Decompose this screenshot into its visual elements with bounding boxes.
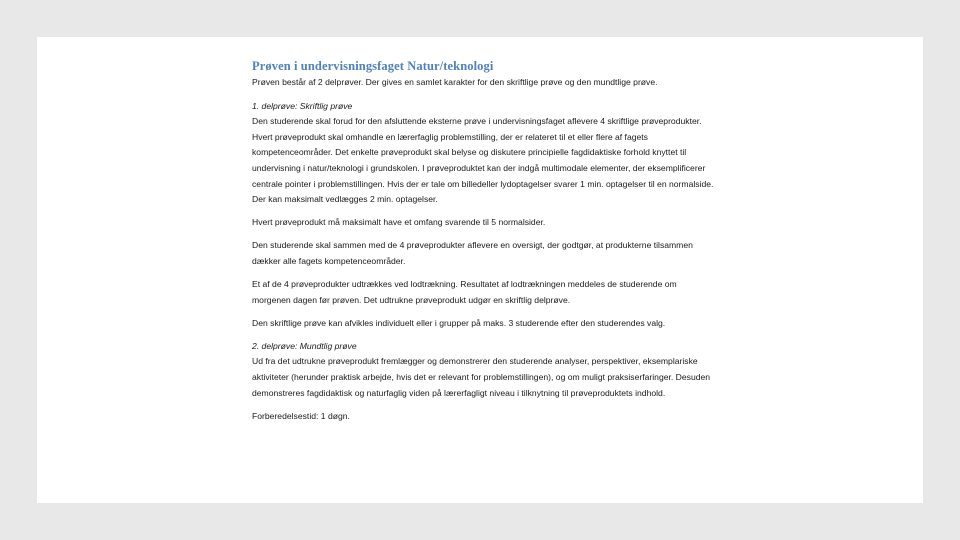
section2-paragraph-2: Forberedelsestid: 1 døgn. <box>252 410 350 421</box>
section1-paragraph-4: Et af de 4 prøveprodukter udtrækkes ved lodtrækning. Resultatet af lodtrækningen meddeles de studerende om morgenen dagen før prøven. Det udtrukne prøveprodukt udgør en skriftlig delprøve. <box>252 279 677 305</box>
section1-paragraph-1: Den studerende skal forud for den afsluttende eksterne prøve i undervisningsfaget aflevere 4 skriftlige prøveprodukter. Hvert prøveprodukt skal omhandle en lærerfaglig problemstilling, der er relateret til et eller flere af fagets kompetenceområder. Det enkelte prøveprodukt skal belyse og diskutere principielle fagdidaktiske forhold knyttet til undervisning i natur/teknologi i grundskolen. I prøveproduktet kan der indgå multimodale elementer, der eksemplificerer centrale pointer i problemstillingen. Hvis der er tale om billedeller lydoptagelser svarer 1 min. optagelser til en normalside. Der kan maksimalt vedlægges 2 min. optagelser. <box>252 116 714 205</box>
section1-paragraph-2: Hvert prøveprodukt må maksimalt have et omfang svarende til 5 normalsider. <box>252 217 546 228</box>
document-page <box>252 59 714 432</box>
section1-paragraph-3: Den studerende skal sammen med de 4 prøveprodukter aflevere en oversigt, der godtgør, at produkterne tilsammen dækker alle fagets kompetenceområder. <box>252 240 693 266</box>
section1-heading: 1. delprøve: Skriftlig prøve <box>252 100 353 111</box>
slide <box>37 37 923 503</box>
section1-paragraph-5: Den skriftlige prøve kan afvikles individuelt eller i grupper på maks. 3 studerende efter den studerendes valg. <box>252 317 666 328</box>
section2-paragraph-1: Ud fra det udtrukne prøveprodukt fremlægger og demonstrerer den studerende analyser, perspektiver, eksemplariske aktiviteter (herunder praktisk arbejde, hvis det er relevant for problemstillingen), og om muligt praksiserfaringer. Desuden demonstreres fagdidaktisk og naturfaglig viden på lærerfagligt niveau i tilknytning til prøveproduktets indhold. <box>252 356 711 398</box>
intro-paragraph: Prøven består af 2 delprøver. Der gives en samlet karakter for den skriftlige prøve og den mundtlige prøve. <box>252 77 658 87</box>
section2-heading: 2. delprøve: Mundtlig prøve <box>252 340 357 351</box>
document-title: Prøven i undervisningsfaget Natur/teknologi <box>252 59 494 73</box>
